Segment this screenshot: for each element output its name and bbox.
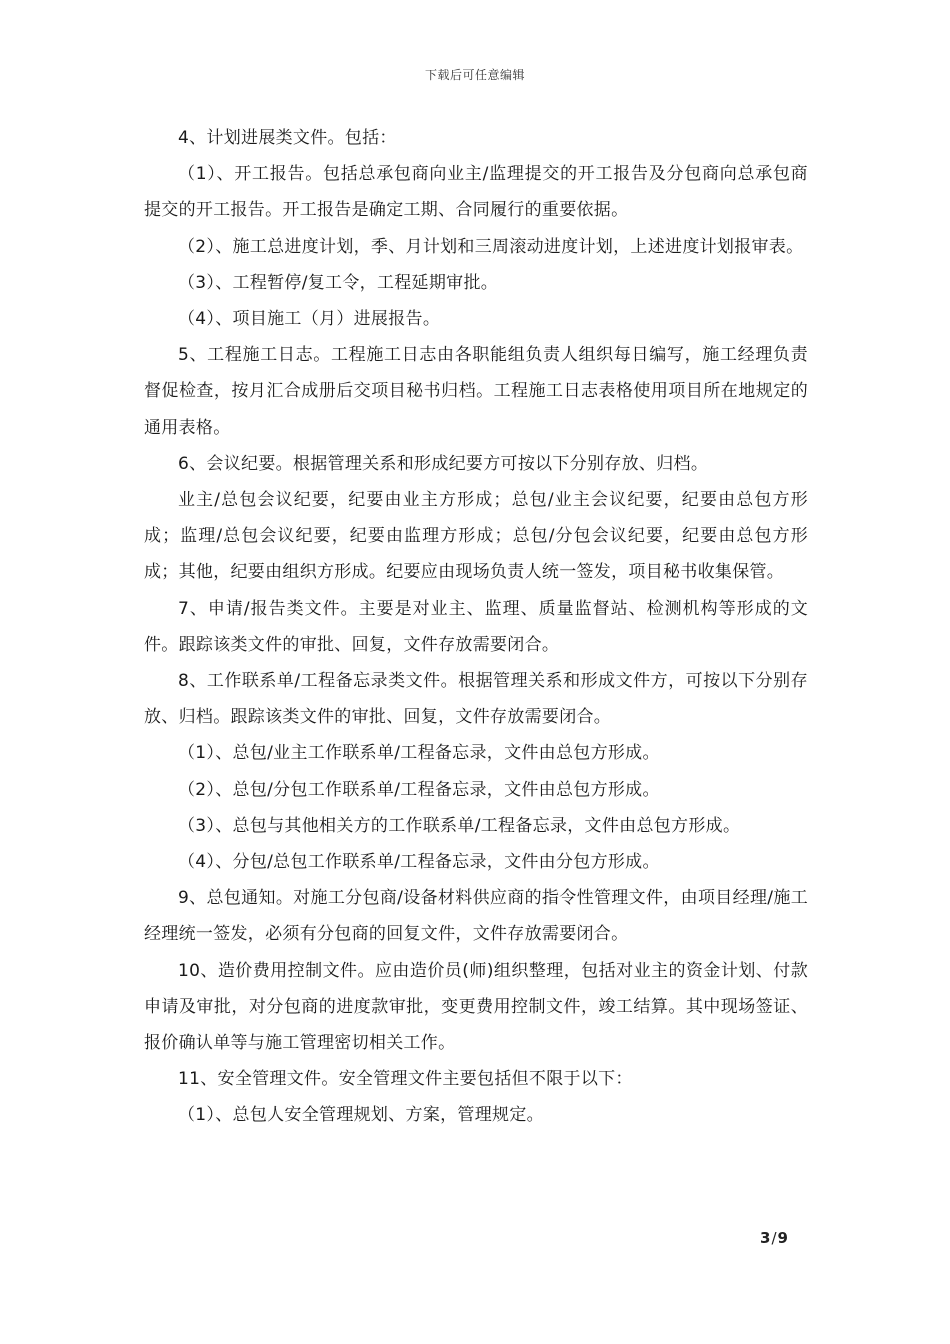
paragraph-4-4: （4）、项目施工（月）进展报告。 (178, 309, 441, 330)
paragraph-8-1: （1）、总包/业主工作联系单/工程备忘录，文件由总包方形成。 (178, 743, 660, 764)
paragraph-8: 8、工作联系单/工程备忘录类文件。根据管理关系和形成文件方，可按以下分别存放、归档。跟踪该类文件的审批、回复，文件存放需要闭合。 (144, 671, 808, 728)
page-header: 下载后可任意编辑 (424, 68, 525, 82)
paragraph-4-2: （2）、施工总进度计划，季、月计划和三周滚动进度计划，上述进度计划报审表。 (178, 236, 804, 257)
paragraph-6-detail: 业主/总包会议纪要，纪要由业主方形成；总包/业主会议纪要，纪要由总包方形成；监理/总包会议纪要，纪要由监理方形成；总包/分包会议纪要，纪要由总包方形成；其他，纪要由组织方形成。纪要应由现场负责人统一签发，项目秘书收集保管。 (144, 490, 808, 583)
paragraph-8-4: （4）、分包/总包工作联系单/工程备忘录，文件由分包方形成。 (178, 852, 660, 873)
paragraph-11-1: （1）、总包人安全管理规划、方案，管理规定。 (178, 1105, 544, 1126)
paragraph-4-1: （1）、开工报告。包括总承包商向业主/监理提交的开工报告及分包商向总承包商提交的开工报告。开工报告是确定工期、合同履行的重要依据。 (144, 164, 808, 221)
paragraph-11: 11、安全管理文件。安全管理文件主要包括但不限于以下： (178, 1069, 633, 1090)
paragraph-5: 5、工程施工日志。工程施工日志由各职能组负责人组织每日编写，施工经理负责督促检查，按月汇合成册后交项目秘书归档。工程施工日志表格使用项目所在地规定的通用表格。 (144, 345, 808, 438)
paragraph-8-2: （2）、总包/分包工作联系单/工程备忘录，文件由总包方形成。 (178, 779, 660, 800)
paragraph-10: 10、造价费用控制文件。应由造价员(师)组织整理，包括对业主的资金计划、付款申请及审批，对分包商的进度款审批，变更费用控制文件，竣工结算。其中现场签证、报价确认单等与施工管理密切相关工作。 (144, 960, 808, 1054)
paragraph-4-3: （3）、工程暂停/复工令，工程延期审批。 (178, 272, 499, 293)
document-body (144, 120, 808, 1134)
paragraph-8-3: （3）、总包与其他相关方的工作联系单/工程备忘录，文件由总包方形成。 (178, 815, 741, 836)
page-separator: / (771, 1229, 777, 1247)
current-page: 3 (760, 1229, 771, 1247)
paragraph-6: 6、会议纪要。根据管理关系和形成纪要方可按以下分别存放、归档。 (178, 453, 709, 474)
paragraph-7: 7、申请/报告类文件。主要是对业主、监理、质量监督站、检测机构等形成的文件。跟踪该类文件的审批、回复，文件存放需要闭合。 (144, 598, 808, 655)
paragraph-9: 9、总包通知。对施工分包商/设备材料供应商的指令性管理文件，由项目经理/施工经理统一签发，必须有分包商的回复文件，文件存放需要闭合。 (144, 888, 808, 945)
paragraph-4: 4、计划进展类文件。包括： (178, 128, 397, 148)
total-pages: 9 (777, 1229, 788, 1247)
page-number (760, 1229, 820, 1247)
